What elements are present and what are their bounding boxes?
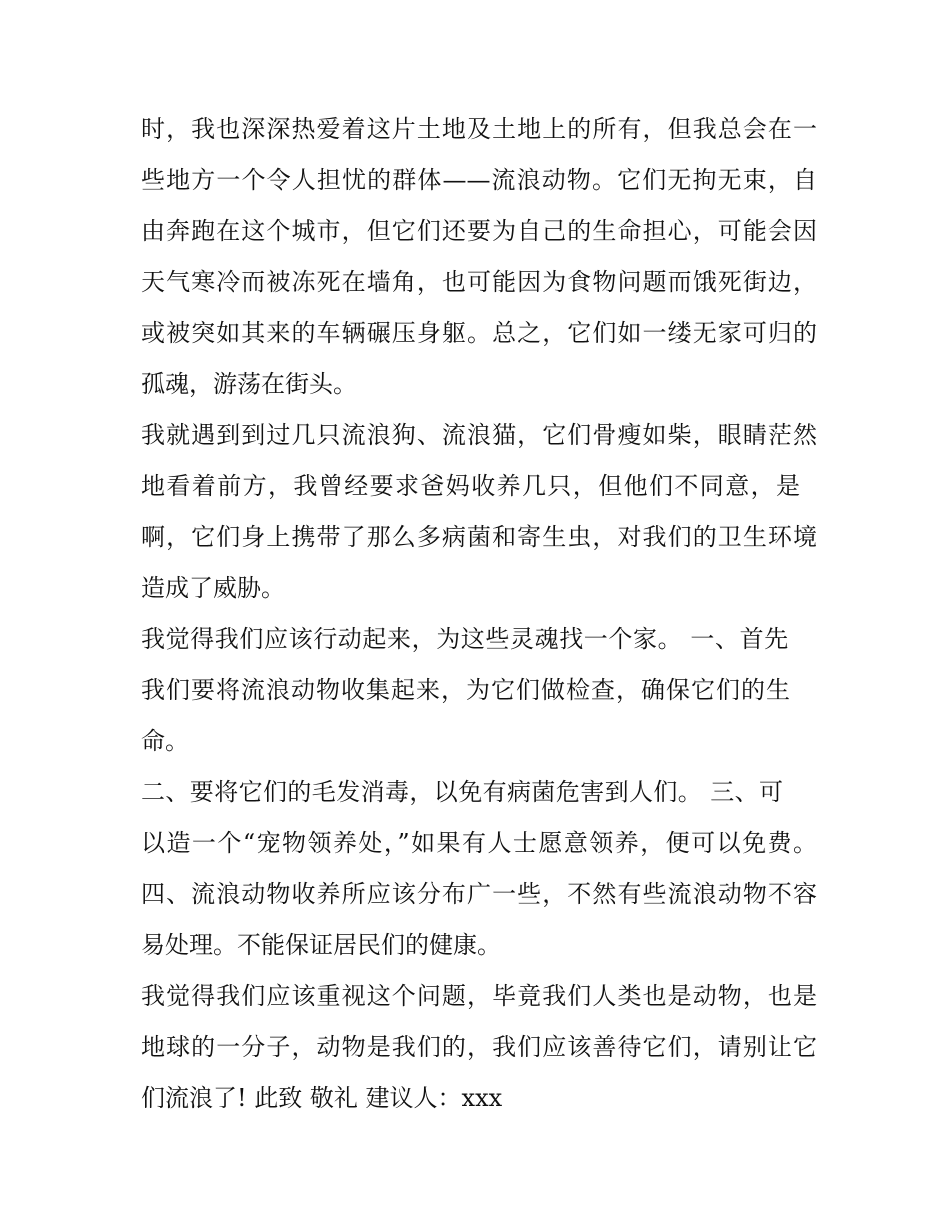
text-line: 造成了威胁。: [141, 574, 285, 602]
text-line: 二、要将它们的毛发消毒，以免有病菌危害到人们。 三、可: [141, 778, 784, 806]
text-line: 时，我也深深热爱着这片土地及土地上的所有，但我总会在一: [141, 115, 817, 143]
text-line: 或被突如其来的车辆碾压身躯。总之，它们如一缕无家可归的: [141, 319, 817, 347]
text-line: 以造一个“宠物领养处，”如果有人士愿意领养，便可以免费。: [141, 829, 817, 857]
text-line: 由奔跑在这个城市，但它们还要为自己的生命担心，可能会因: [141, 217, 817, 245]
text-line: 孤魂，游荡在街头。: [141, 370, 357, 398]
text-line: 命。: [141, 727, 189, 755]
text-line: 我觉得我们应该重视这个问题，毕竟我们人类也是动物，也是: [141, 982, 817, 1010]
text-line: 啊，它们身上携带了那么多病菌和寄生虫，对我们的卫生环境: [141, 523, 817, 551]
text-line: 我们要将流浪动物收集起来，为它们做检查，确保它们的生: [141, 676, 791, 704]
text-line: 我觉得我们应该行动起来，为这些灵魂找一个家。 一、首先: [141, 625, 789, 653]
document-body: [141, 104, 817, 1124]
text-line: 天气寒冷而被冻死在墙角，也可能因为食物问题而饿死街边，: [141, 268, 817, 296]
text-line: 我就遇到到过几只流浪狗、流浪猫，它们骨瘦如柴，眼睛茫然: [141, 421, 817, 449]
text-line: 们流浪了! 此致 敬礼 建议人：xxx: [141, 1084, 503, 1112]
text-line: 四、流浪动物收养所应该分布广一些，不然有些流浪动物不容: [141, 880, 817, 908]
text-line: 易处理。不能保证居民们的健康。: [141, 931, 501, 959]
text-line: 些地方一个令人担忧的群体——流浪动物。它们无拘无束，自: [141, 166, 817, 194]
text-line: 地球的一分子，动物是我们的，我们应该善待它们，请别让它: [141, 1033, 817, 1061]
text-line: 地看着前方，我曾经要求爸妈收养几只，但他们不同意，是: [141, 472, 802, 500]
